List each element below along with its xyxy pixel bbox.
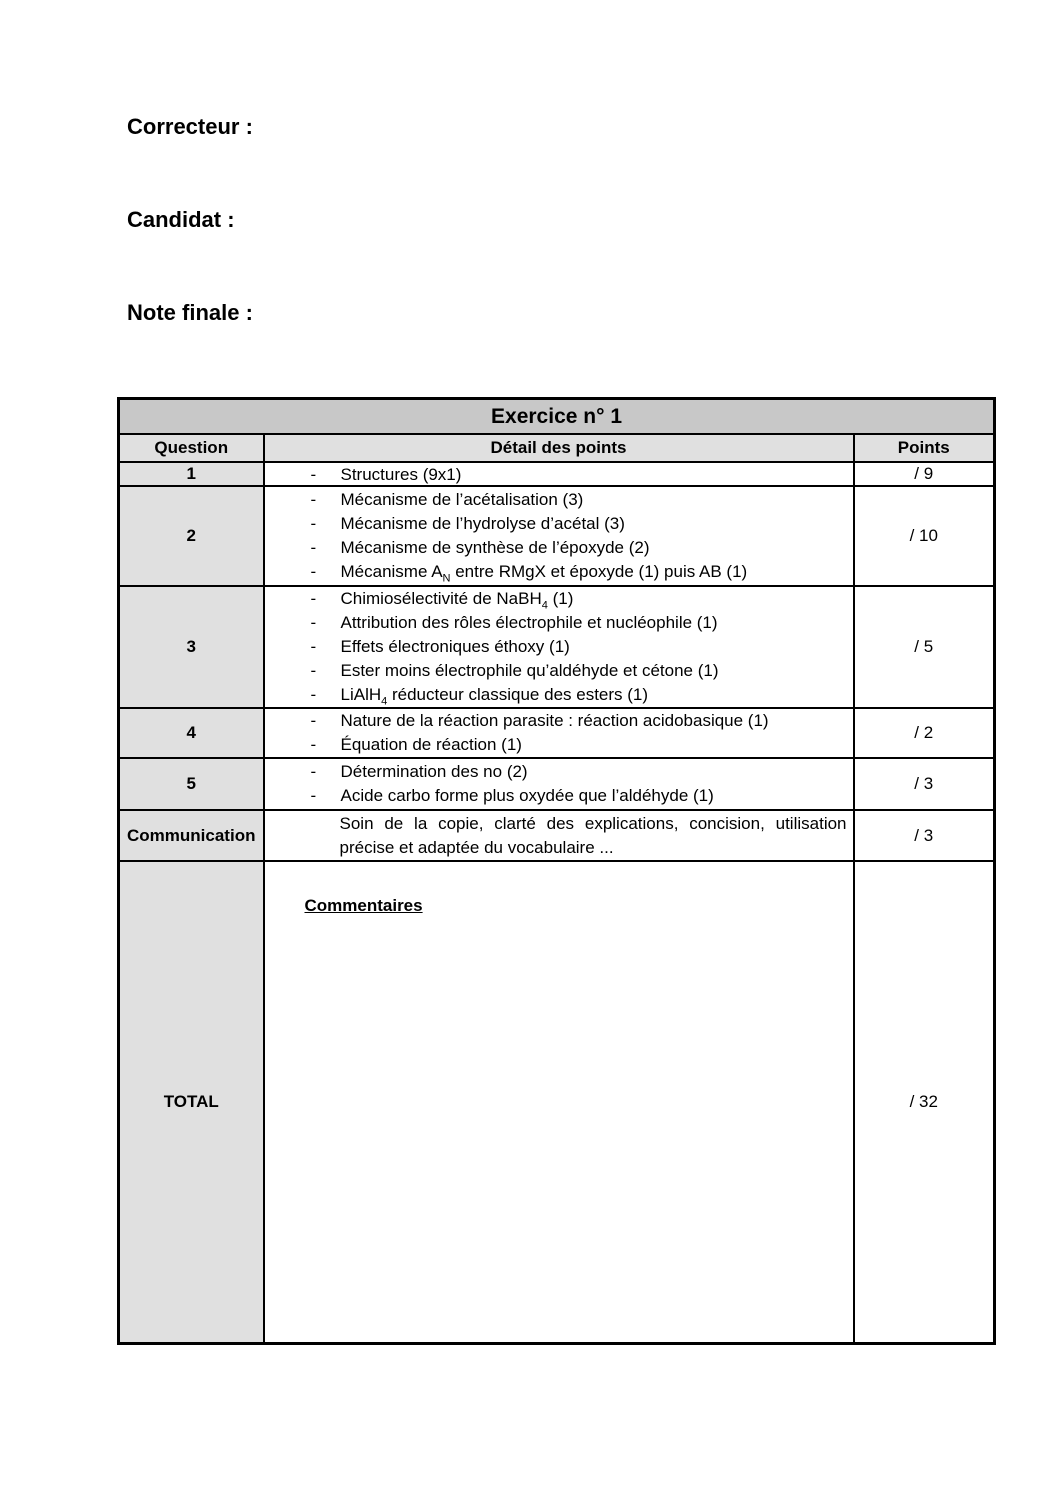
bullet-text: Détermination des no (2) [340, 762, 528, 781]
correcteur-label: Correcteur : [127, 114, 253, 139]
detail-cell [264, 758, 854, 810]
bullet-line [265, 760, 853, 784]
bullet-dash: - [310, 711, 317, 730]
bullet-line [265, 659, 853, 683]
question-cell: 1 [119, 462, 264, 486]
points-cell: / 3 [854, 810, 995, 861]
bullet-dash: - [310, 589, 317, 608]
bullet-dash: - [310, 786, 317, 805]
bullet-line [265, 611, 853, 635]
bullet-text: Mécanisme de l’hydrolyse d’acétal (3) [340, 514, 625, 533]
bullet-text: Nature de la réaction parasite : réaction acidobasique (1) [340, 711, 769, 730]
header-row [119, 434, 995, 462]
bullet-dash: - [310, 735, 317, 754]
bullet-dash: - [310, 464, 317, 484]
grading-table [117, 397, 996, 1345]
points-cell: / 5 [854, 586, 995, 708]
title-row [119, 399, 995, 435]
bullet-line [265, 560, 853, 584]
bullet-line [265, 683, 853, 707]
bullet-line [265, 512, 853, 536]
comments-cell [264, 861, 854, 1344]
table-row-1 [119, 462, 995, 486]
bullet-text: Chimiosélectivité de NaBH$_4$ (1) [340, 589, 574, 612]
bullet-dash: - [310, 613, 317, 632]
detail-cell [264, 810, 854, 861]
bullet-text: Mécanisme de synthèse de l’époxyde (2) [340, 538, 650, 557]
communication-text: Soin de la copie, clarté des explications, concision, utilisation précise et adaptée du vocabulaire ... [339, 813, 847, 857]
bullet-dash: - [310, 538, 317, 557]
bullet-text: Équation de réaction (1) [340, 735, 522, 754]
bullet-dash: - [310, 685, 317, 704]
question-cell: 3 [119, 586, 264, 708]
column-header-question: Question [119, 434, 264, 462]
bullet-line [265, 464, 853, 485]
bullet-line [265, 488, 853, 512]
bullet-dash: - [310, 490, 317, 509]
points-cell: / 2 [854, 708, 995, 758]
points-cell-total: / 32 [854, 861, 995, 1344]
bullet-text: Structures (9x1) [340, 464, 462, 484]
table-row-communication [119, 810, 995, 861]
question-cell: 2 [119, 486, 264, 586]
detail-cell [264, 462, 854, 486]
points-cell: / 9 [854, 462, 995, 486]
detail-cell [264, 586, 854, 708]
points-cell: / 3 [854, 758, 995, 810]
note-finale-label: Note finale : [127, 300, 253, 325]
bullet-line [265, 536, 853, 560]
bullet-text: Effets électroniques éthoxy (1) [340, 637, 570, 656]
bullet-line [265, 784, 853, 808]
bullet-dash: - [310, 514, 317, 533]
bullet-text: Acide carbo forme plus oxydée que l’aldéhyde (1) [340, 786, 714, 805]
bullet-dash: - [310, 661, 317, 680]
table-row-2 [119, 486, 995, 586]
bullet-text: Mécanisme de l’acétalisation (3) [340, 490, 584, 509]
question-cell-total: TOTAL [119, 861, 264, 1344]
question-cell: Communication [119, 810, 264, 861]
question-cell: 4 [119, 708, 264, 758]
detail-cell [264, 708, 854, 758]
bullet-text: Ester moins électrophile qu’aldéhyde et cétone (1) [340, 661, 719, 680]
question-cell: 5 [119, 758, 264, 810]
exercise-title: Exercice n° 1 [119, 399, 995, 435]
bullet-line [265, 709, 853, 733]
bullet-text: Mécanisme $A_N$ entre RMgX et époxyde (1) puis AB (1) [340, 562, 748, 585]
bullet-dash: - [310, 562, 317, 581]
bullet-line [265, 733, 853, 757]
bullet-line [265, 635, 853, 659]
detail-cell [264, 486, 854, 586]
table-row-3 [119, 586, 995, 708]
column-header-detail: Détail des points [264, 434, 854, 462]
column-header-points: Points [854, 434, 995, 462]
comments-heading: Commentaires [304, 896, 423, 915]
bullet-dash: - [310, 637, 317, 656]
bullet-dash: - [310, 762, 317, 781]
bullet-line [265, 587, 853, 611]
table-row-total [119, 861, 995, 1344]
table-row-5 [119, 758, 995, 810]
bullet-text: LiAlH$_4$ réducteur classique des esters (1) [340, 685, 649, 708]
table-row-4 [119, 708, 995, 758]
bullet-text: Attribution des rôles électrophile et nucléophile (1) [340, 613, 718, 632]
candidat-label: Candidat : [127, 207, 235, 232]
points-cell: / 10 [854, 486, 995, 586]
